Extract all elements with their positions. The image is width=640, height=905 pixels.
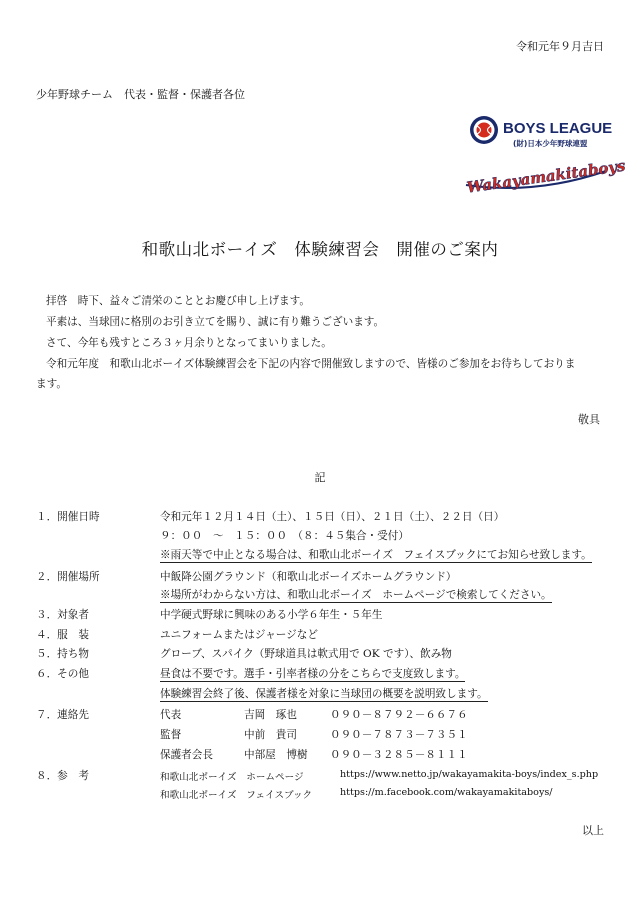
page-title: 和歌山北ボーイズ 体験練習会 開催のご案内 [141, 240, 499, 259]
section-label-other: ６．その他 [36, 668, 89, 680]
contact-role: 代表 [160, 709, 182, 721]
other-briefing [160, 686, 488, 701]
addressee: 少年野球チーム 代表・監督・保護者各位 [36, 88, 245, 101]
section-label-reference: ８．参 考 [36, 770, 89, 782]
datetime-time: ９：００ ～ １５：００ （８：４５集合・受付） [160, 530, 409, 542]
body-line: ます。 [36, 378, 67, 390]
closing-word: 敬具 [578, 413, 600, 426]
body-line: 令和元年度 和歌山北ボーイズ体験練習会を下記の内容で開催致しますので、皆様のご参加をお待ちしておりま [46, 358, 576, 370]
section-label-venue: ２．開催場所 [36, 571, 100, 583]
team-script-logo [462, 156, 627, 197]
contact-name: 吉岡 琢也 [244, 709, 297, 721]
contact-role: 保護者会長 [160, 749, 213, 761]
reference-facebook-url[interactable]: https://m.facebook.com/wakayamakitaboys/ [340, 787, 553, 798]
reference-homepage-label: 和歌山北ボーイズ ホームページ [160, 772, 304, 783]
reference-homepage-url[interactable]: https://www.netto.jp/wakayamakita-boys/index_s.php [340, 769, 599, 780]
contact-name: 中前 貴司 [244, 729, 297, 741]
body-line: 拝啓 時下、益々ご清栄のこととお慶び申し上げます。 [46, 295, 310, 307]
venue-name: 中飯降公園グラウンド（和歌山北ボーイズホームグラウンド） [160, 571, 457, 583]
venue-note-text: ※場所がわからない方は、和歌山北ボーイズ ホームページで検索してください。 [160, 589, 552, 601]
section-label-attire: ４．服 装 [36, 629, 89, 641]
belongings-text: グローブ、スパイク（野球道具は軟式用で OK です）、飲み物 [160, 648, 452, 660]
section-label-datetime: １．開催日時 [36, 511, 100, 523]
ki-heading: 記 [314, 471, 326, 484]
contact-phone: ０９０－８７９２－６６７６ [330, 709, 468, 721]
other-lunch [160, 666, 465, 681]
body-line: 平素は、当球団に格別のお引き立てを賜り、誠に有り難うございます。 [46, 316, 385, 328]
document-date: 令和元年９月吉日 [516, 40, 604, 53]
contact-role: 監督 [160, 729, 182, 741]
boys-league-text: BOYS LEAGUE [503, 120, 613, 137]
attire-text: ユニフォームまたはジャージなど [160, 629, 318, 641]
body-line: さて、今年も残すところ３ヶ月余りとなってまいりました。 [46, 337, 332, 349]
boys-league-subtext: (財)日本少年野球連盟 [513, 139, 588, 148]
section-label-belongings: ５．持ち物 [36, 648, 89, 660]
contact-phone: ０９０－７８７３－７３５１ [330, 729, 468, 741]
boys-league-logo [468, 114, 613, 150]
target-text: 中学硬式野球に興味のある小学６年生・５年生 [160, 609, 383, 621]
contact-name: 中部屋 博樹 [244, 749, 308, 761]
team-script-text: Wakayamakitaboys [465, 156, 627, 197]
venue-note [160, 587, 552, 602]
reference-facebook-label: 和歌山北ボーイズ フェイスブック [160, 790, 313, 801]
contact-phone: ０９０－３２８５－８１１１ [330, 749, 468, 761]
other-lunch-text: 昼食は不要です。選手・引率者様の分をこちらで支度致します。 [160, 668, 466, 680]
section-label-contact: ７．連絡先 [36, 709, 89, 721]
datetime-note [160, 547, 592, 562]
end-word: 以上 [582, 824, 604, 837]
other-briefing-text: 体験練習会終了後、保護者様を対象に当球団の概要を説明致します。 [160, 688, 488, 700]
section-label-target: ３．対象者 [36, 609, 89, 621]
datetime-dates: 令和元年１２月１４日（土）、１５日（日）、２１日（土）、２２日（日） [160, 511, 505, 523]
datetime-note-text: ※雨天等で中止となる場合は、和歌山北ボーイズ フェイスブックにてお知らせ致します。 [160, 549, 592, 561]
